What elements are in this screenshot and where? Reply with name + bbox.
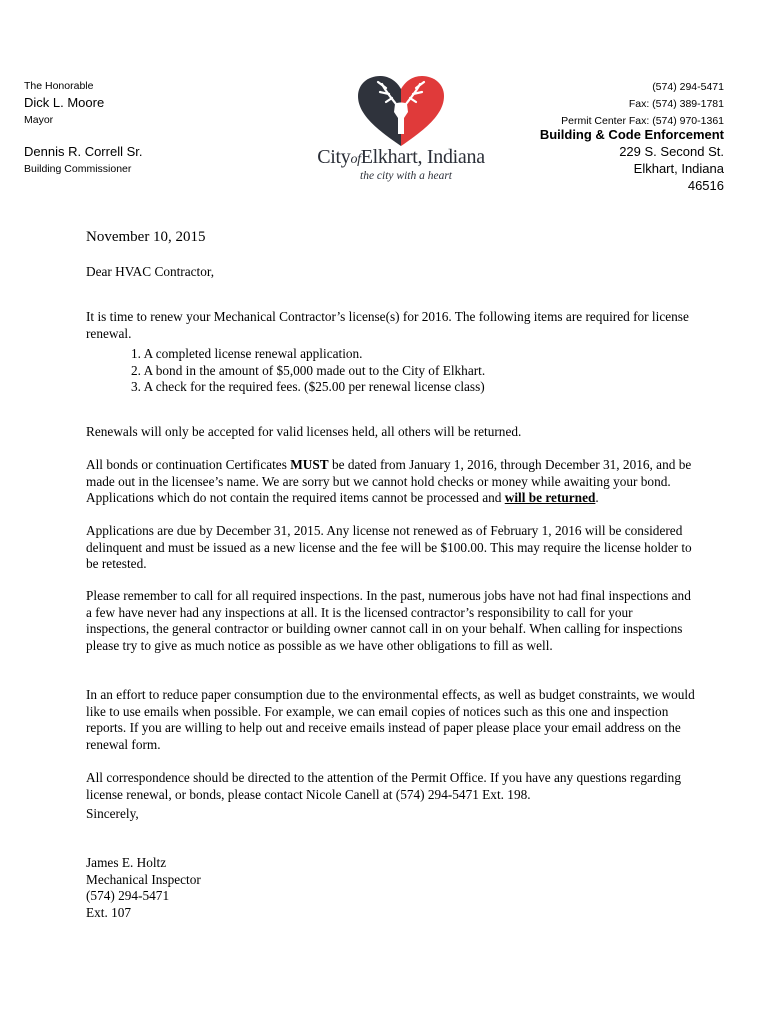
logo-city-prefix: City [317,146,351,168]
list-item: 3. A check for the required fees. ($25.00 per renewal license class) [131,379,485,395]
inspections-paragraph: Please remember to call for all required inspections. In the past, numerous jobs have not had final inspections and a few have never had any inspections at all. It is the licensed contractor’s responsibility to call for your inspections, the general contractor or building owner cannot call in on your behalf. When calling for inspections please try to give as much notice as possible as we have other obligations to fill as well. [86,588,691,654]
email-paragraph: In an effort to reduce paper consumption due to the environmental effects, as well as budget constraints, we would like to use emails when possible. For example, we can email copies of notices such as this one and inspection reports. If you are willing to help out and receive emails instead of paper please place your email address on the renewal form. [86,687,695,753]
mayor-name: Dick L. Moore [24,95,105,110]
signature-block [86,855,696,921]
renewals-paragraph: Renewals will only be accepted for valid licenses held, all others will be returned. [86,424,522,440]
correspondence-paragraph: All correspondence should be directed to the attention of the Permit Office. If you have any questions regarding license renewal, or bonds, please contact Nicole Canell at (574) 294-5471 Ext. 198. [86,770,681,802]
commissioner-name: Dennis R. Correll Sr. [24,144,143,159]
permit-center-fax: Permit Center Fax: (574) 970-1361 [561,115,724,127]
zip-code: 46516 [687,178,724,193]
requirements-list [131,346,741,396]
heart-deer-icon [356,74,446,148]
office-fax: Fax: (574) 389-1781 [628,98,724,110]
logo-tagline: the city with a heart [360,170,452,182]
logo-of: of [350,152,361,167]
signer-phone: (574) 294-5471 [86,888,170,904]
logo-city-text: Elkhart, Indiana [360,146,485,168]
bonds-must: MUST [290,457,329,473]
city-state: Elkhart, Indiana [633,161,724,176]
signer-name: James E. Holtz [86,855,167,870]
intro-paragraph: It is time to renew your Mechanical Contractor’s license(s) for 2016. The following items are required for license renewal. [86,309,689,341]
bonds-end: . [595,490,599,506]
street-address: 229 S. Second St. [619,144,724,159]
closing: Sincerely, [86,806,139,821]
list-item: 1. A completed license renewal application. [131,346,363,361]
bonds-text-2: be dated from January 1, 2016, through December 31, 2016, and be made out in the licensee’s name. We are sorry but we cannot hold checks or money while awaiting your bond. Applications which do not contain the required items cannot be processed and [86,457,692,506]
city-logo [316,74,486,186]
signer-title: Mechanical Inspector [86,871,201,887]
commissioner-title: Building Commissioner [24,163,132,175]
bonds-text-1: All bonds or continuation Certificates [86,457,291,473]
honorable-label: The Honorable [24,80,94,92]
department-name: Building & Code Enforcement [539,127,724,142]
logo-city-name [316,146,486,169]
signer-ext: Ext. 107 [86,904,132,920]
mayor-title: Mayor [24,114,54,126]
list-item: 2. A bond in the amount of $5,000 made out to the City of Elkhart. [131,362,486,378]
letter-date: November 10, 2015 [86,229,206,245]
office-phone: (574) 294-5471 [652,81,724,93]
bonds-will-be-returned: will be returned [504,490,596,506]
due-date-paragraph: Applications are due by December 31, 2015. Any license not renewed as of February 1, 2016 will be considered delinquent and must be issued as a new license and the fee will be $100.00. This may require the license holder to be retested. [86,523,692,572]
salutation: Dear HVAC Contractor, [86,264,215,279]
bonds-paragraph [86,457,696,507]
